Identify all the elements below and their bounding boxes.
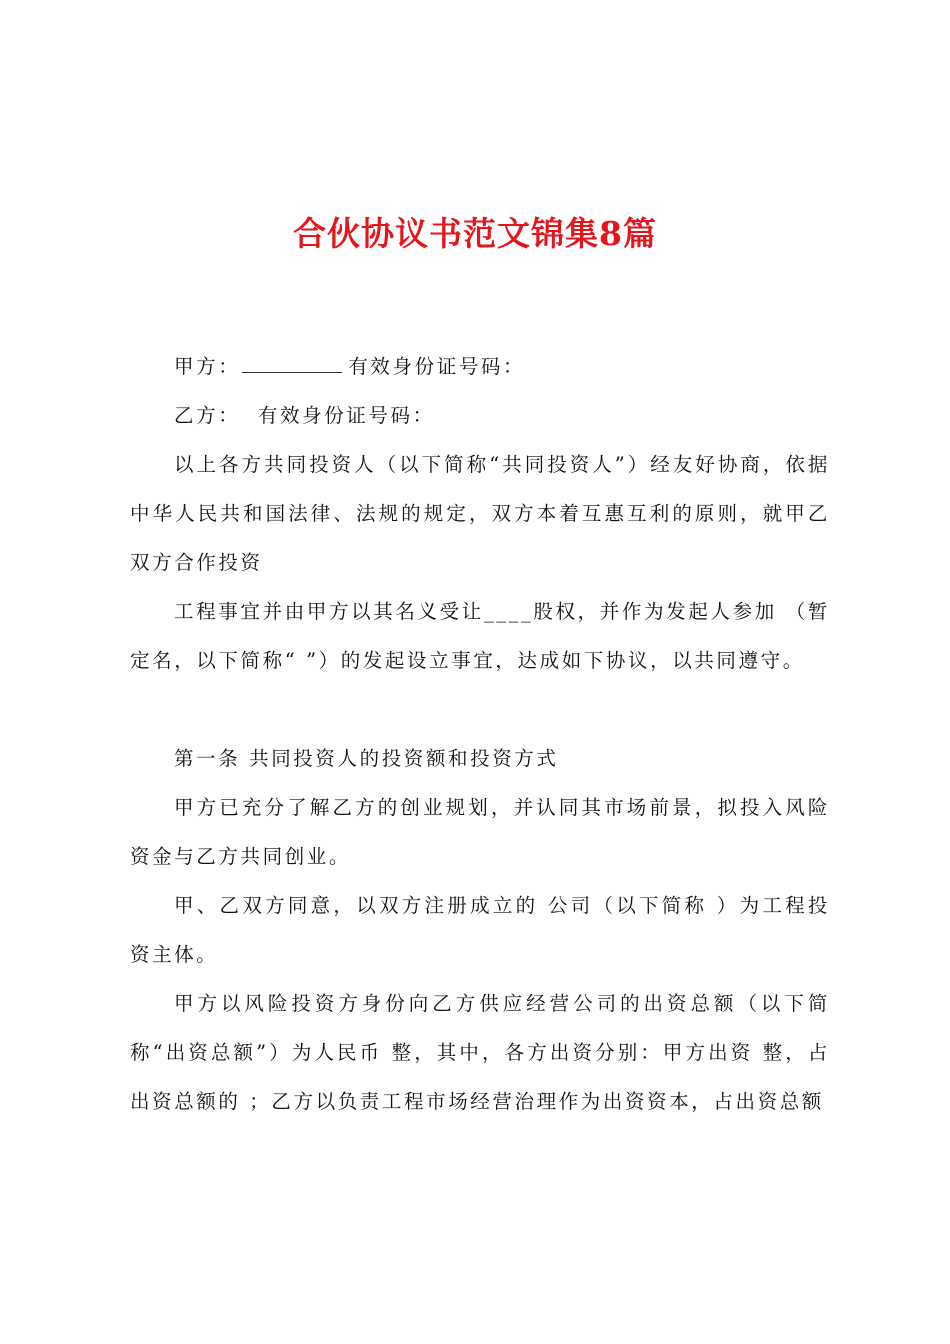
- document-title: 合伙协议书范文锦集8篇: [293, 214, 657, 253]
- party-a-label: 甲方：: [174, 355, 241, 378]
- party-a-id-label: 有效身份证号码：: [348, 355, 526, 378]
- article-paragraph: 甲方以风险投资方身份向乙方供应经营公司的出资总额（以下简称“出资总额”）为人民币 整，其中，各方出资分别：甲方出资 整，占出资总额的 ；乙方以负责工程市场经营治理作为出资资本，占出资总额: [130, 992, 830, 1113]
- article-paragraph: 甲方已充分了解乙方的创业规划，并认同其市场前景，拟投入风险资金与乙方共同创业。: [130, 796, 830, 868]
- party-a-line: [130, 342, 830, 391]
- document-body: [130, 342, 830, 1126]
- intro-paragraph: 以上各方共同投资人（以下简称“共同投资人”）经友好协商，依据中华人民共和国法律、法规的规定，双方本着互惠互利的原则，就甲乙双方合作投资: [130, 453, 830, 574]
- article-heading: 第一条 共同投资人的投资额和投资方式: [174, 747, 559, 770]
- party-b-line: 乙方： 有效身份证号码：: [174, 404, 435, 427]
- section-spacer: [130, 685, 830, 734]
- party-a-name-blank: [242, 354, 342, 373]
- intro-paragraph: 工程事宜并由甲方以其名义受让____股权，并作为发起人参加 （暂定名，以下简称“ ”）的发起设立事宜，达成如下协议，以共同遵守。: [130, 600, 830, 672]
- article-paragraph: 甲、乙双方同意，以双方注册成立的 公司（以下简称 ）为工程投资主体。: [130, 894, 830, 966]
